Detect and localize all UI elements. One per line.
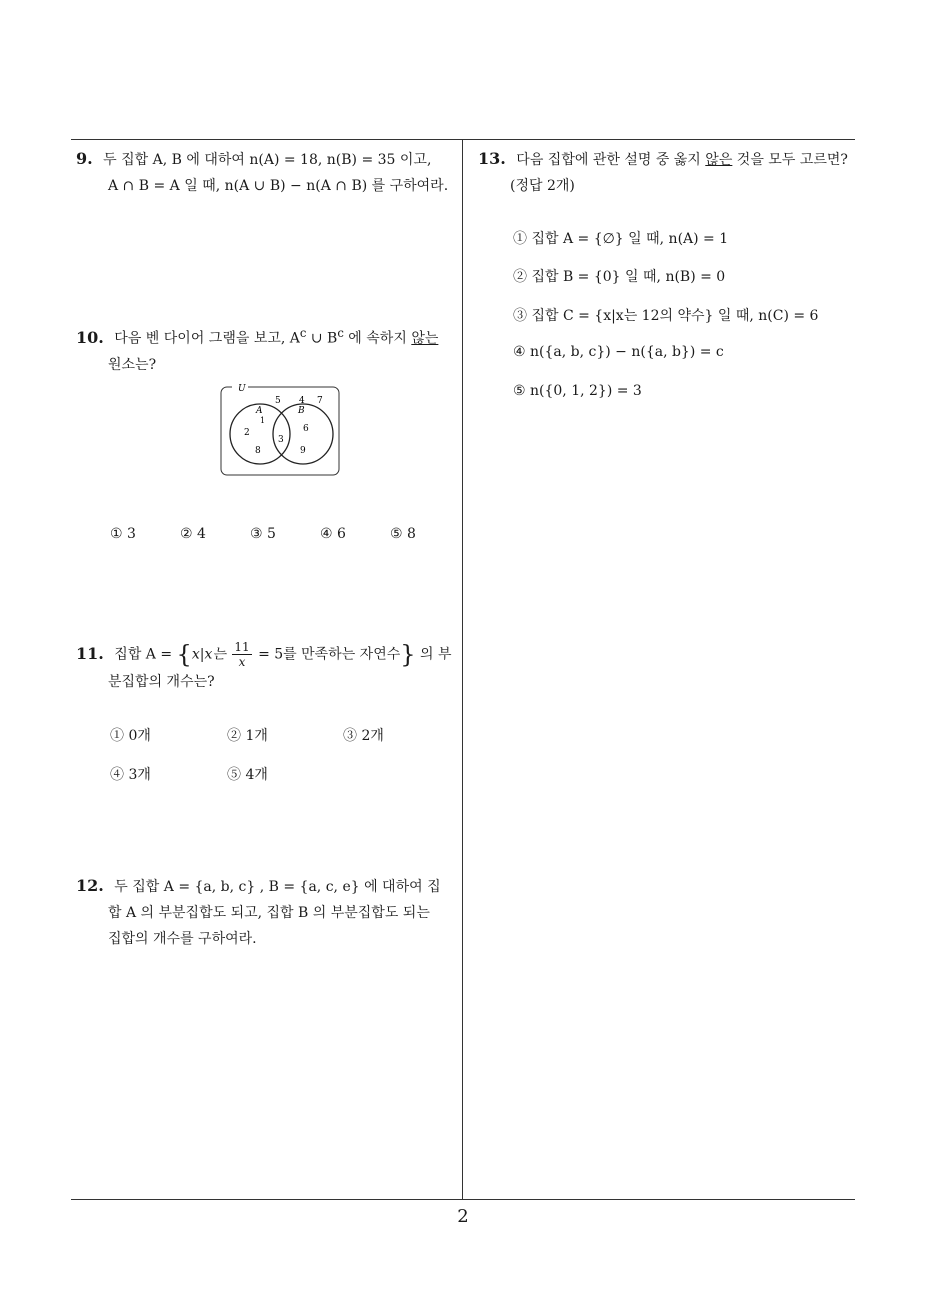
question-text-prefix: 다음 벤 다이어 그램을 보고, A xyxy=(114,330,300,347)
underlined-word: 않는 xyxy=(411,330,439,347)
set-condition: = 5를 만족하는 자연수 xyxy=(258,646,401,663)
option[interactable]: ① 0개 xyxy=(110,728,151,744)
option[interactable]: ① 집합 A = {∅} 일 때, n(A) = 1 xyxy=(513,231,729,247)
question-text-line1: 두 집합 A, B 에 대하여 n(A) = 18, n(B) = 35 이고, xyxy=(103,152,432,168)
fraction-numerator: 11 xyxy=(234,640,250,654)
set-b-label: B xyxy=(298,406,305,416)
question-number: 10. xyxy=(76,327,104,347)
venn-number: 2 xyxy=(244,428,250,438)
venn-number: 1 xyxy=(260,416,266,425)
question-text-suffix: 것을 모두 고르면? xyxy=(732,152,848,168)
question-text-suffix: 에 속하지 xyxy=(343,330,412,347)
fraction-denominator: x xyxy=(238,655,246,669)
question-12 xyxy=(76,873,461,952)
option[interactable]: ③ 집합 C = {x|x는 12의 약수} 일 때, n(C) = 6 xyxy=(513,308,819,324)
question-text-prefix: 다음 집합에 관한 설명 중 옳지 xyxy=(516,152,706,168)
question-text-line2: A ∩ B = A 일 때, n(A ∪ B) − n(A ∩ B) 를 구하여라. xyxy=(108,178,449,194)
union-text: ∪ B xyxy=(306,330,338,347)
question-text-line2: 분집합의 개수는? xyxy=(108,674,215,690)
set-brace-open: { xyxy=(176,640,192,669)
option[interactable]: ① 3 xyxy=(110,526,136,542)
question-text-prefix: 집합 A = xyxy=(114,646,173,663)
option[interactable]: ④ n({a, b, c}) − n({a, b}) = c xyxy=(513,344,724,360)
venn-number: 3 xyxy=(278,435,284,445)
question-text-line2: (정답 2개) xyxy=(510,178,575,194)
option[interactable]: ② 집합 B = {0} 일 때, n(B) = 0 xyxy=(513,269,726,285)
option[interactable]: ② 1개 xyxy=(227,728,268,744)
venn-diagram xyxy=(218,383,342,479)
bottom-rule xyxy=(71,1199,855,1200)
option[interactable]: ③ 5 xyxy=(250,526,276,542)
venn-number: 5 xyxy=(275,396,281,406)
option[interactable]: ⑤ 8 xyxy=(390,526,416,542)
question-number: 11. xyxy=(76,643,104,663)
top-rule xyxy=(71,139,855,140)
question-number: 13. xyxy=(478,149,506,168)
venn-number: 6 xyxy=(303,424,309,434)
page-number: 2 xyxy=(457,1206,469,1227)
set-brace-close: } xyxy=(400,640,416,669)
venn-number: 4 xyxy=(299,396,305,406)
option[interactable]: ⑤ 4개 xyxy=(227,767,268,783)
venn-number: 8 xyxy=(255,446,261,456)
set-variable: x|x는 xyxy=(191,646,226,663)
question-text-suffix: 의 부 xyxy=(419,646,452,663)
question-text-line2: 합 A 의 부분집합도 되고, 집합 B 의 부분집합도 되는 xyxy=(108,905,430,921)
option[interactable]: ④ 6 xyxy=(320,526,346,542)
option[interactable]: ⑤ n({0, 1, 2}) = 3 xyxy=(513,383,642,399)
column-divider xyxy=(462,139,463,1200)
question-text-line2: 원소는? xyxy=(108,356,157,373)
question-13 xyxy=(478,146,858,199)
question-9 xyxy=(76,146,461,199)
option[interactable]: ③ 2개 xyxy=(343,728,384,744)
option[interactable]: ② 4 xyxy=(180,526,206,542)
universe-label: U xyxy=(238,384,246,394)
question-text-line3: 집합의 개수를 구하여라. xyxy=(108,931,257,947)
fraction xyxy=(232,640,251,669)
venn-number: 9 xyxy=(300,446,306,456)
option[interactable]: ④ 3개 xyxy=(110,767,151,783)
underlined-word: 않은 xyxy=(705,152,733,168)
set-a-label: A xyxy=(256,406,263,416)
complement-sup: c xyxy=(337,326,344,340)
question-10 xyxy=(76,320,461,378)
venn-number: 7 xyxy=(317,396,323,406)
question-11 xyxy=(76,640,461,695)
complement-sup: c xyxy=(299,326,307,340)
question-text-line1: 두 집합 A = {a, b, c} , B = {a, c, e} 에 대하여 집 xyxy=(114,879,441,895)
question-number: 12. xyxy=(76,876,104,895)
question-number: 9. xyxy=(76,149,93,168)
